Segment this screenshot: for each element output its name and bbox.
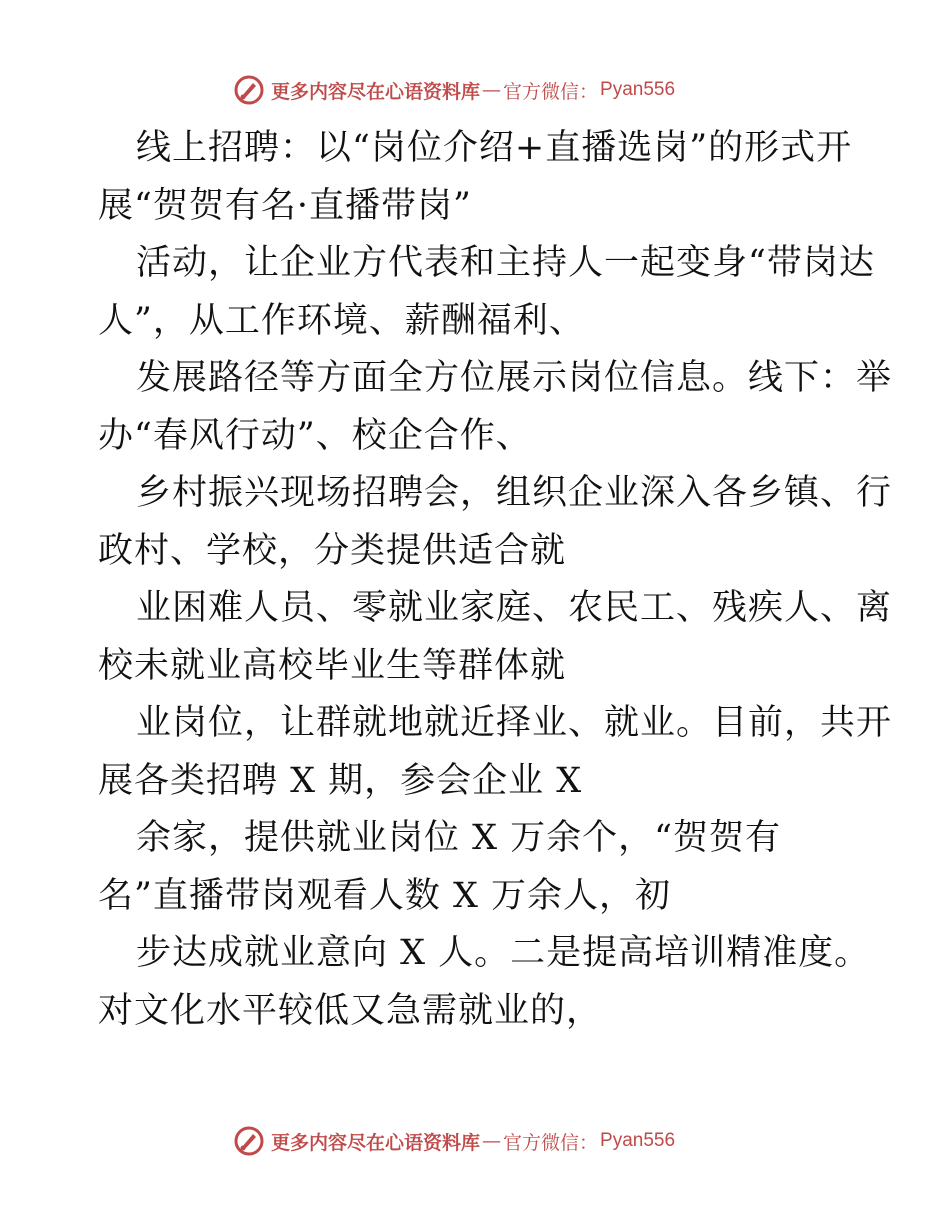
text-line: 人”，从工作环境、薪酬福利、 [98, 300, 585, 341]
watermark-separator: — [482, 1130, 502, 1152]
text-line: 展各类招聘 X 期，参会企业 X [98, 760, 583, 801]
wechat-label: 官方微信： [503, 1131, 599, 1154]
text-line: 活动，让企业方代表和主持人一起变身“带岗达 [136, 243, 875, 283]
text-line: 线上招聘：以“岗位介绍+直播选岗”的形式开 [136, 128, 853, 168]
wechat-id: Pyan556 [600, 1130, 676, 1151]
text-line: 展“贺贺有名·直播带岗” [98, 185, 472, 226]
text-line: 发展路径等方面全方位展示岗位信息。线下：举 [136, 358, 893, 398]
text-line: 名”直播带岗观看人数 X 万余人，初 [98, 875, 672, 916]
text-line: 乡村振兴现场招聘会，组织企业深入各乡镇、行 [136, 473, 893, 513]
text-line: 政村、学校，分类提供适合就 [98, 530, 567, 571]
text-line: 业岗位，让群就地就近择业、就业。目前，共开 [136, 703, 893, 743]
footer-watermark [233, 1123, 675, 1159]
wechat-id: Pyan556 [600, 79, 676, 100]
text-line: 余家，提供就业岗位 X 万余个，“贺贺有 [136, 818, 782, 858]
text-line: 步达成就业意向 X 人。二是提高培训精准度。 [136, 933, 871, 973]
text-line: 校未就业高校毕业生等群体就 [98, 645, 567, 686]
text-line: 办“春风行动”、校企合作、 [98, 415, 532, 456]
text-line: 业困难人员、零就业家庭、农民工、残疾人、离 [136, 588, 893, 628]
wechat-label: 官方微信： [503, 80, 599, 103]
text-line: 对文化水平较低又急需就业的， [98, 990, 603, 1031]
header-watermark [233, 72, 675, 108]
brush-seal-icon [233, 1125, 265, 1157]
watermark-text: 更多内容尽在心语资料库 [271, 1131, 481, 1154]
document-body [98, 120, 893, 1040]
watermark-separator: — [482, 79, 502, 101]
brush-seal-icon [233, 74, 265, 106]
watermark-text: 更多内容尽在心语资料库 [271, 80, 481, 103]
